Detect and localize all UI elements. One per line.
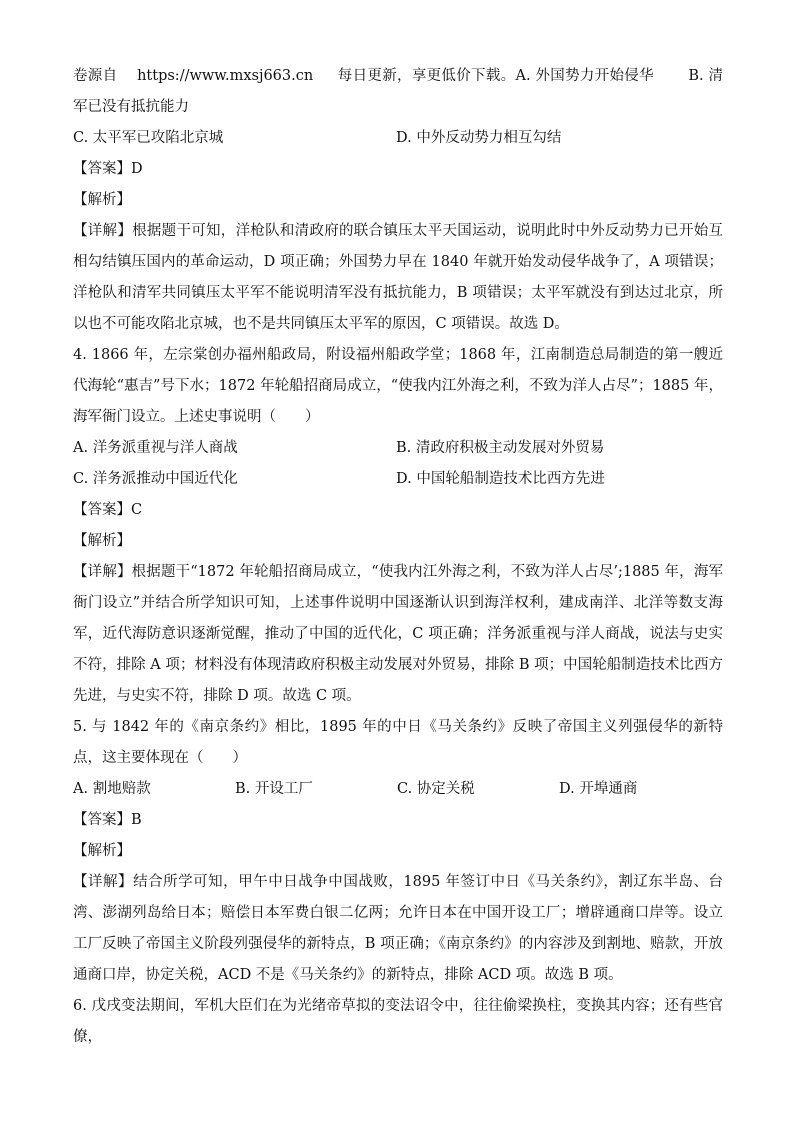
source-suffix: 每日更新，享更低价下载。 xyxy=(337,68,516,84)
q5-option-d: D. 开埠通商 xyxy=(559,781,638,797)
q3-options-cd xyxy=(73,123,723,154)
q3-answer: 【答案】D xyxy=(73,161,143,177)
q3-options-ab-with-source xyxy=(73,61,723,123)
q4-option-c: C. 洋务派推动中国近代化 xyxy=(73,471,238,487)
q4-option-d: D. 中国轮船制造技术比西方先进 xyxy=(396,471,605,487)
source-url[interactable]: https://www.mxsj663.cn xyxy=(137,68,314,84)
q5-stem: 5. 与 1842 年的《南京条约》相比，1895 年的中日《马关条约》反映了帝国主义列强侵华的新特点，这主要体现在（ ） xyxy=(73,719,723,766)
q4-answer: 【答案】C xyxy=(73,502,143,518)
q4-detail: 【详解】根据题干“1872 年轮船招商局成立，“使我内江外海之利，不致为洋人占尽’;1885 年，海军衙门设立”并结合所学知识可知，上述事件说明中国逐渐认识到海洋权利，建成南洋、北洋等数支海军，近代海防意识逐渐觉醒，推动了中国的近代化，C 项正确；洋务派重视与洋人商战，说法与史实不符，排除 A 项；材料没有体现清政府积极主动发展对外贸易，排除 B 项；中国轮船制造技术比西方先进，与史实不符，排除 D 项。故选 C 项。 xyxy=(73,564,723,704)
q4-analysis-label: 【解析】 xyxy=(73,533,131,549)
q4-options-cd xyxy=(73,464,723,495)
q3-analysis-label: 【解析】 xyxy=(73,192,131,208)
q4-option-b: B. 清政府积极主动发展对外贸易 xyxy=(396,440,605,456)
q3-detail: 【详解】根据题干可知，洋枪队和清政府的联合镇压太平天国运动，说明此时中外反动势力已开始互相勾结镇压国内的革命运动，D 项正确；外国势力早在 1840 年就开始发动侵华战争了，A 项错误；洋枪队和清军共同镇压太平军不能说明清军没有抵抗能力，B 项错误；太平军就没有到达过北京，所以也不可能攻陷北京城，也不是共同镇压太平军的原因，C 项错误。故选 D。 xyxy=(73,223,723,332)
q5-option-a: A. 割地赔款 xyxy=(73,781,151,797)
q3-option-d: D. 中外反动势力相互勾结 xyxy=(396,130,562,146)
q3-option-c: C. 太平军已攻陷北京城 xyxy=(73,130,224,146)
q3-option-b: B. 清军已没有抵抗能力 xyxy=(73,68,724,115)
q3-option-a: A. 外国势力开始侵华 xyxy=(515,68,654,84)
q5-analysis-label: 【解析】 xyxy=(73,843,131,859)
q6-stem: 6. 戊戌变法期间，军机大臣们在为光绪帝草拟的变法诏令中，往往偷梁换柱，变换其内容；还有些官僚， xyxy=(73,998,723,1045)
q4-option-a: A. 洋务派重视与洋人商战 xyxy=(73,440,238,456)
source-prefix: 卷源自 xyxy=(73,68,118,84)
q5-answer: 【答案】B xyxy=(73,812,142,828)
q4-stem: 4. 1866 年，左宗棠创办福州船政局，附设福州船政学堂；1868 年，江南制造总局制造的第一艘近代海轮“惠吉”号下水；1872 年轮船招商局成立，“使我内江外海之利，不致为洋人占尽”；1885 年，海军衙门设立。上述史事说明（ ） xyxy=(73,347,723,425)
q5-options xyxy=(73,774,723,805)
q5-option-c: C. 协定关税 xyxy=(397,781,475,797)
q4-options-ab xyxy=(73,433,723,464)
q5-option-b: B. 开设工厂 xyxy=(235,781,313,797)
q5-detail: 【详解】结合所学可知，甲午中日战争中国战败，1895 年签订中日《马关条约》，割辽东半岛、台湾、澎湖列岛给日本；赔偿日本军费白银二亿两；允许日本在中国开设工厂；增辟通商口岸等。设立工厂反映了帝国主义阶段列强侵华的新特点，B 项正确；《南京条约》的内容涉及到割地、赔款，开放通商口岸，协定关税，ACD 不是《马关条约》的新特点，排除 ACD 项。故选 B 项。 xyxy=(73,874,723,983)
document-page xyxy=(73,61,723,1053)
